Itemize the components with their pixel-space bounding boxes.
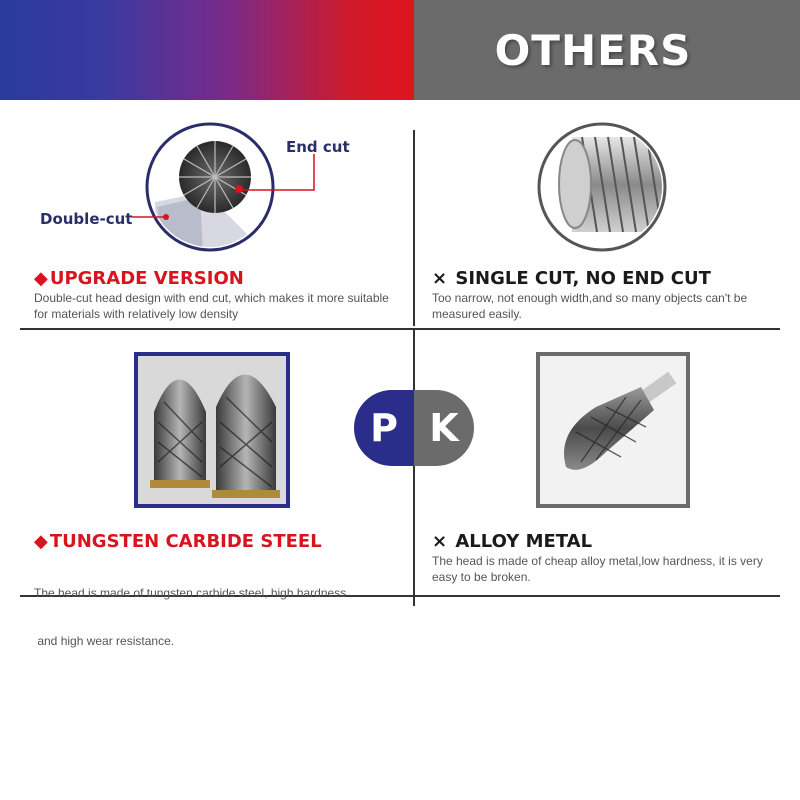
tungsten-carbide-description: The head is made of tungsten carbide steel, high hardness and high wear resistance. <box>34 586 347 648</box>
single-cut-burr-photo <box>537 122 667 252</box>
diamond-icon: ◆ <box>34 531 48 552</box>
pk-badge-left: P <box>354 390 414 466</box>
tungsten-burrs-photo <box>134 352 290 508</box>
vertical-divider-bottom <box>413 330 415 606</box>
single-cut-description: Too narrow, not enough width,and so many objects can't be measured easily. <box>432 291 748 321</box>
cross-icon: × <box>432 268 448 289</box>
cross-icon: × <box>432 531 448 552</box>
alloy-burr-photo <box>536 352 690 508</box>
others-title: OTHERS <box>494 25 692 75</box>
tungsten-carbide-heading: ◆ TUNGSTEN CARBIDE STEEL <box>34 531 322 552</box>
single-cut-heading: × SINGLE CUT, NO END CUT <box>432 268 711 289</box>
diamond-icon: ◆ <box>34 268 48 289</box>
alloy-metal-description: The head is made of cheap alloy metal,low hardness, it is very easy to be broken. <box>432 554 763 584</box>
alloy-metal-heading: × ALLOY METAL <box>432 531 593 552</box>
header-others-panel <box>414 0 800 100</box>
double-cut-label: Double-cut <box>40 210 133 228</box>
end-cut-label: End cut <box>286 138 350 156</box>
header-gradient-panel <box>0 0 414 100</box>
pk-badge-right: K <box>414 390 474 466</box>
double-cut-leader-line <box>130 205 170 225</box>
horizontal-divider-middle <box>20 328 780 330</box>
end-cut-leader-line <box>238 150 318 200</box>
upgrade-version-heading: ◆ UPGRADE VERSION <box>34 268 244 289</box>
upgrade-version-description: Double-cut head design with end cut, which makes it more suitable for materials with relatively low density <box>34 291 389 321</box>
vertical-divider-top <box>413 130 415 326</box>
